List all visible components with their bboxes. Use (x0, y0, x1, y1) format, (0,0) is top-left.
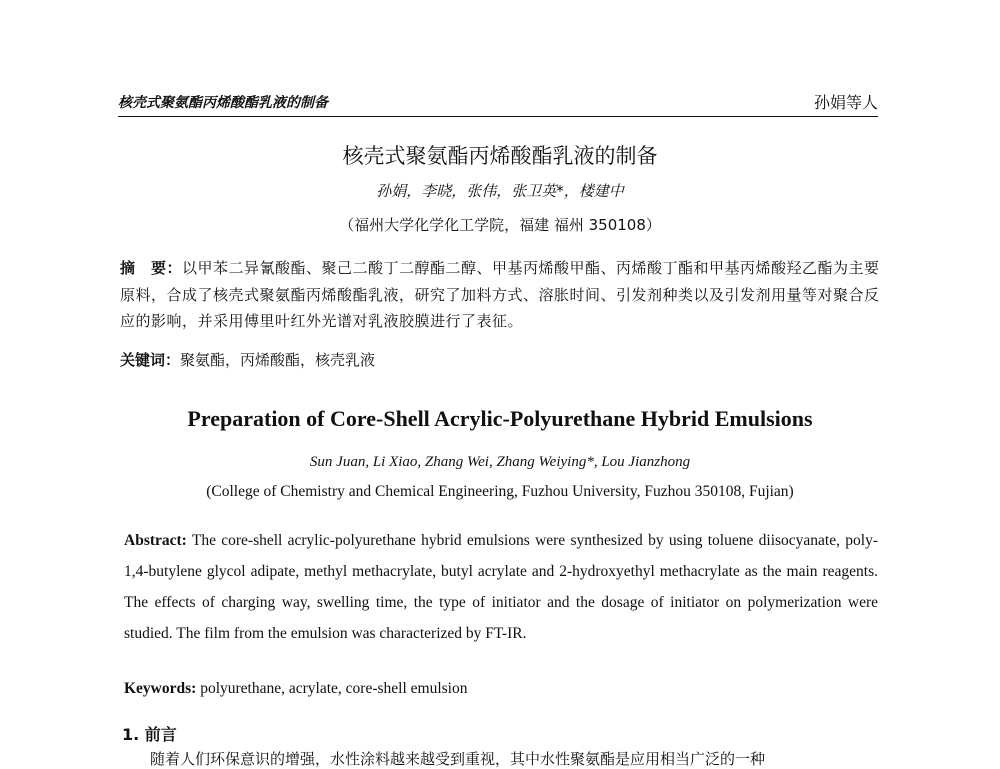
running-header-title: 核壳式聚氨酯丙烯酸酯乳液的制备 (118, 95, 328, 111)
chinese-title: 核壳式聚氨酯丙烯酸酯乳液的制备 (342, 144, 658, 168)
english-title: Preparation of Core-Shell Acrylic-Polyurethane Hybrid Emulsions (187, 406, 813, 431)
english-affiliation: (College of Chemistry and Chemical Engineering, Fuzhou University, Fuzhou 350108, Fujian) (206, 483, 794, 500)
running-header-authors: 孙娟等人 (813, 93, 878, 112)
chinese-abstract-text: 以甲苯二异氰酸酯、聚己二酸丁二醇酯二醇、甲基丙烯酸甲酯、丙烯酸丁酯和甲基丙烯酸羟乙酯为主要原料，合成了核壳式聚氨酯丙烯酸酯乳液，研究了加料方式、溶胀时间、引发剂种类以及引发剂用量等对聚合反应的影响，并采用傅里叶红外光谱对乳液胶膜进行了表征。 (120, 259, 880, 330)
chinese-abstract (120, 255, 880, 335)
chinese-keywords-text: 聚氨酯，丙烯酸酯，核壳乳液 (180, 351, 376, 369)
chinese-keywords-label: 关键词： (120, 351, 181, 369)
english-keywords (124, 680, 878, 698)
english-abstract (124, 525, 878, 649)
running-header (118, 90, 878, 117)
english-authors: Sun Juan, Li Xiao, Zhang Wei, Zhang Weiying*, Lou Jianzhong (309, 454, 691, 470)
introduction-first-line: 随着人们环保意识的增强，水性涂料越来越受到重视，其中水性聚氨酯是应用相当广泛的一种 (150, 750, 766, 768)
chinese-affiliation: （福州大学化学化工学院，福建 福州 350108） (339, 216, 661, 234)
english-abstract-label: Abstract: (124, 532, 187, 549)
english-abstract-text: The core-shell acrylic-polyurethane hybrid emulsions were synthesized by using toluene diisocyanate, poly-1,4-butylene glycol adipate, methyl methacrylate, butyl acrylate and 2-hydroxyethyl methacrylate as the main reagents. The effects of charging way, swelling time, the type of initiator and the dosage of initiator on polymerization were studied. The film from the emulsion was characterized by FT-IR. (124, 532, 878, 642)
chinese-abstract-label: 摘 要： (120, 259, 183, 277)
section-heading-introduction: 1. 前言 (122, 725, 177, 744)
english-keywords-label: Keywords: (124, 680, 197, 697)
chinese-keywords (120, 349, 880, 370)
chinese-authors: 孙娟，李晓，张伟，张卫英*，楼建中 (376, 182, 624, 200)
english-keywords-text: polyurethane, acrylate, core-shell emulsion (196, 680, 468, 697)
